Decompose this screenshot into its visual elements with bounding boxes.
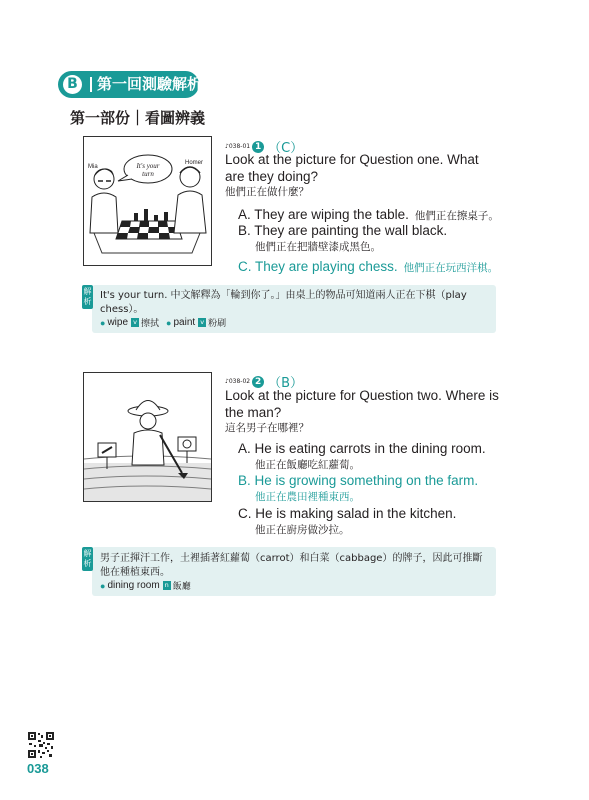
question-2-illustration	[83, 372, 212, 502]
option-text: A. They are wiping the table.	[238, 207, 409, 222]
vocab-pos: n	[164, 581, 169, 589]
question-1-option-a	[238, 204, 499, 223]
qr-code-icon	[27, 731, 55, 759]
illustration-label-left: Mia	[88, 164, 98, 170]
vocab-meaning: 粉刷	[208, 319, 227, 329]
illustration-label-right: Homer	[185, 160, 204, 166]
question-2-translation: 這名男子在哪裡？	[225, 422, 309, 434]
question-number-badge: 2	[252, 376, 264, 388]
vocab-meaning: 擦拭	[141, 319, 160, 329]
question-2-option-b-translation: 他正在農田裡種東西。	[255, 491, 360, 503]
question-2-option-b: B. He is growing something on the farm.	[238, 473, 479, 488]
vocab-word: paint	[173, 317, 196, 328]
speech-bubble-text: It's your turn	[136, 162, 160, 178]
answer-key: （B）	[268, 376, 304, 391]
section-divider	[90, 77, 92, 92]
question-1-option-b-translation: 他們正在把牆壁漆成黑色。	[255, 241, 381, 253]
explanation-tag: 解析	[82, 285, 93, 309]
question-1-illustration	[83, 136, 212, 266]
question-1-translation: 他們正在做什麼？	[225, 186, 309, 198]
question-1-vocab: ● wipe v 擦拭 ● paint v 粉刷	[100, 317, 227, 329]
farmer-icon	[84, 373, 211, 501]
option-translation: 他們正在玩西洋棋。	[403, 262, 499, 274]
question-1-option-c	[238, 256, 498, 275]
section-badge: B	[63, 75, 82, 94]
audio-track-icon: ♪038-02	[225, 378, 251, 385]
vocab-pos: v	[131, 318, 139, 327]
question-2-explanation-text: 男子正揮汗工作，土裡插著紅蘿蔔（carrot）和白菜（cabbage）的牌子，因此可推斷他在種植東西。	[100, 553, 483, 578]
question-2-text: Look at the picture for Question two. Where is the man?	[225, 388, 499, 420]
question-1-explanation-text: It's your turn. 中文解釋為「輪到你了。」由桌上的物品可知道兩人正在下棋（play chess）。	[100, 290, 467, 315]
vocab-pos: v	[198, 318, 206, 327]
explanation-tag: 解析	[82, 547, 93, 571]
question-2-option-a-translation: 他正在飯廳吃紅蘿蔔。	[255, 459, 360, 471]
question-1-text: Look at the picture for Question one. What are they doing?	[225, 152, 479, 184]
page-number: 038	[27, 761, 49, 776]
question-2-option-a: A. He is eating carrots in the dining room.	[238, 441, 486, 456]
vocab-meaning: 飯廳	[172, 582, 191, 592]
option-translation: 他們正在擦桌子。	[414, 210, 499, 222]
answer-key: （C）	[268, 141, 304, 156]
audio-track-icon: ♪038-01	[225, 143, 251, 150]
vocab-word: wipe	[107, 317, 129, 328]
chess-players-icon	[84, 137, 211, 265]
question-2-option-c-translation: 他正在廚房做沙拉。	[255, 524, 350, 536]
section-title: 第一回測驗解析	[97, 75, 203, 93]
question-2-vocab: ● dining room n 飯廳	[100, 580, 191, 592]
vocab-word: dining room	[107, 580, 160, 591]
part-title: 第一部份｜看圖辨義	[70, 109, 206, 127]
option-text: C. They are playing chess.	[238, 259, 398, 274]
question-1-option-b: B. They are painting the wall black.	[238, 223, 448, 238]
question-2-option-c: C. He is making salad in the kitchen.	[238, 506, 457, 521]
question-number-badge: 1	[252, 141, 264, 153]
